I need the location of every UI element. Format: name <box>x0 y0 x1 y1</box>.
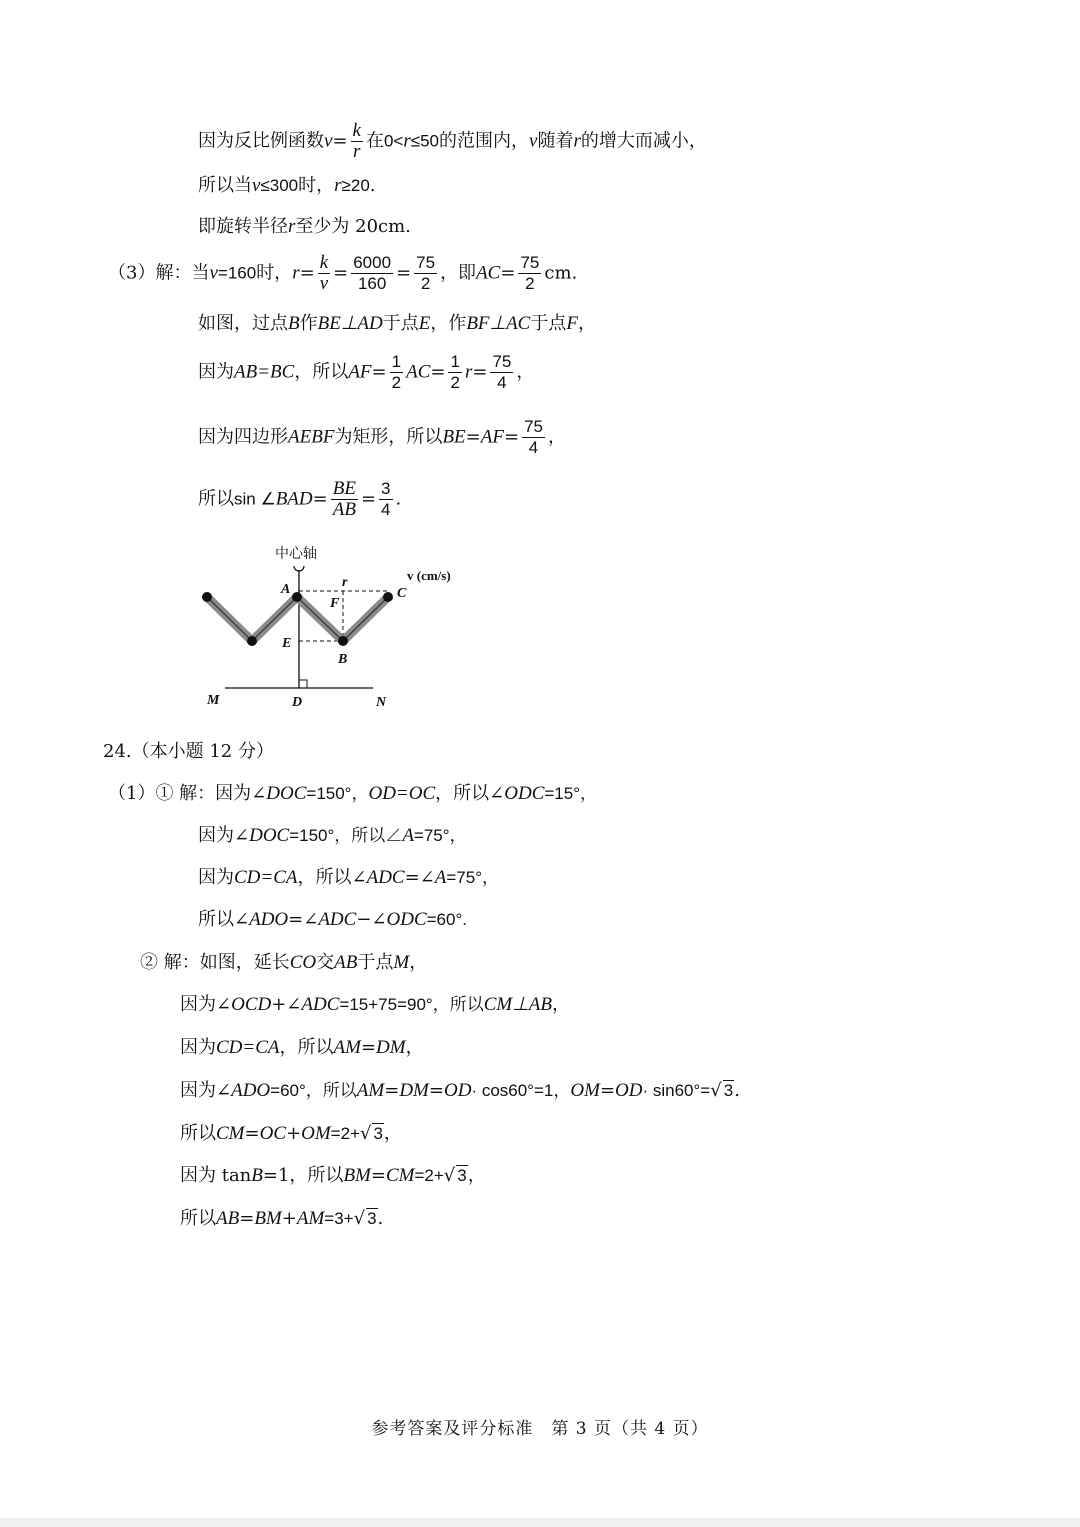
joint-left-end <box>202 592 212 602</box>
part3-line3: 因为AB=BC，所以AF= $\frac{1}{2}$ AC= $\frac{1}{2}$ r= $\frac{75}{4}$ ， <box>198 352 535 392</box>
label-r: r <box>342 575 348 590</box>
q24-s4: 所以∠ADO=∠ADC−∠ODC=60°. <box>198 909 467 930</box>
label-b: B <box>338 652 348 667</box>
part3-line5: 所以sin ∠BAD= $\frac{BE}{AB}$ = $\frac{3}{4}$ . <box>198 478 402 520</box>
page-bottom-edge <box>0 1518 1080 1527</box>
right-angle-mark <box>299 680 307 688</box>
label-m: M <box>207 693 220 708</box>
fraction: $\frac{1}{2}$ <box>450 352 460 392</box>
part3-line1: （3）解：当v=160时，r= $\frac{k}{v}$ = $\frac{6000}{160}$ = $\frac{75}{2}$ ，即AC= $\frac{75}{2}$ cm. <box>108 252 578 294</box>
label-axis: 中心轴 <box>275 546 317 562</box>
q24-p2-2: 因为∠OCD+∠ADC=15+75=90°，所以CM⊥AB， <box>180 994 570 1015</box>
q24-s1: （1）① 解：因为∠DOC=150°，OD=OC，所以∠ODC=15°， <box>108 783 598 804</box>
label-n: N <box>376 695 387 710</box>
fraction: $\frac{6000}{160}$ <box>353 253 392 293</box>
q24-s3: 因为CD=CA，所以∠ADC=∠A=75°， <box>198 867 500 888</box>
q24-p2-1: ② 解：如图，延长CO交AB于点M， <box>140 952 428 973</box>
joint-c <box>383 592 393 602</box>
q24-p2-5: 所以CM=OC+OM=2+√ 3， <box>180 1123 402 1144</box>
q24-p2-6: 因为 tanB=1，所以BM=CM=2+√ 3， <box>180 1165 486 1186</box>
fraction: $\frac{75}{2}$ <box>416 253 436 293</box>
arm-outline <box>343 597 388 641</box>
part3-line4: 因为四边形AEBF为矩形，所以BE=AF= $\frac{75}{4}$ ， <box>198 417 566 457</box>
fraction: $\frac{k}{r}$ <box>352 120 361 162</box>
arms <box>207 597 388 641</box>
arm-outline <box>207 597 252 641</box>
part2-line2: 所以当v≤300时，r≥20. <box>198 175 376 196</box>
label-a: A <box>281 582 291 597</box>
fraction: $\frac{k}{v}$ <box>319 252 329 294</box>
label-velocity: v (cm/s) <box>407 568 451 583</box>
joint-b <box>338 636 348 646</box>
fraction: $\frac{BE}{AB}$ <box>332 478 356 520</box>
label-e: E <box>282 636 292 651</box>
part2-line3: 即旋转半径r至少为 20cm. <box>198 216 411 237</box>
fraction: $\frac{75}{4}$ <box>524 417 543 457</box>
fraction: $\frac{75}{4}$ <box>492 352 512 392</box>
joint-left-mid <box>247 636 257 646</box>
joint-a <box>292 592 302 602</box>
part3-line2: 如图，过点B作BE⊥AD于点E，作BF⊥AC于点F， <box>198 313 596 334</box>
label-d: D <box>292 695 303 710</box>
q24-title: 24.（本小题 12 分） <box>103 741 274 762</box>
q24-p2-7: 所以AB=BM+AM=3+√ 3. <box>180 1208 384 1229</box>
page-footer: 参考答案及评分标准 第 3 页（共 4 页） <box>371 1419 709 1439</box>
part2-line1: 因为反比例函数v= $\frac{k}{r}$ 在0<r≤50的范围内，v随着r的增大而减小， <box>198 120 707 162</box>
label-f: F <box>330 596 340 611</box>
label-c: C <box>397 586 407 601</box>
q24-p2-4: 因为∠ADO=60°，所以AM=DM=OD· cos60°=1，OM=OD· sin60°=√ 3. <box>180 1080 740 1101</box>
q24-p2-3: 因为CD=CA，所以AM=DM， <box>180 1037 424 1058</box>
fraction: $\frac{75}{2}$ <box>520 253 540 293</box>
fraction: $\frac{3}{4}$ <box>381 479 391 519</box>
rotating-arm-figure <box>195 540 495 720</box>
arm-outline <box>252 597 297 641</box>
q24-s2: 因为∠DOC=150°，所以∠A=75°， <box>198 825 467 846</box>
fraction: $\frac{1}{2}$ <box>391 352 402 392</box>
